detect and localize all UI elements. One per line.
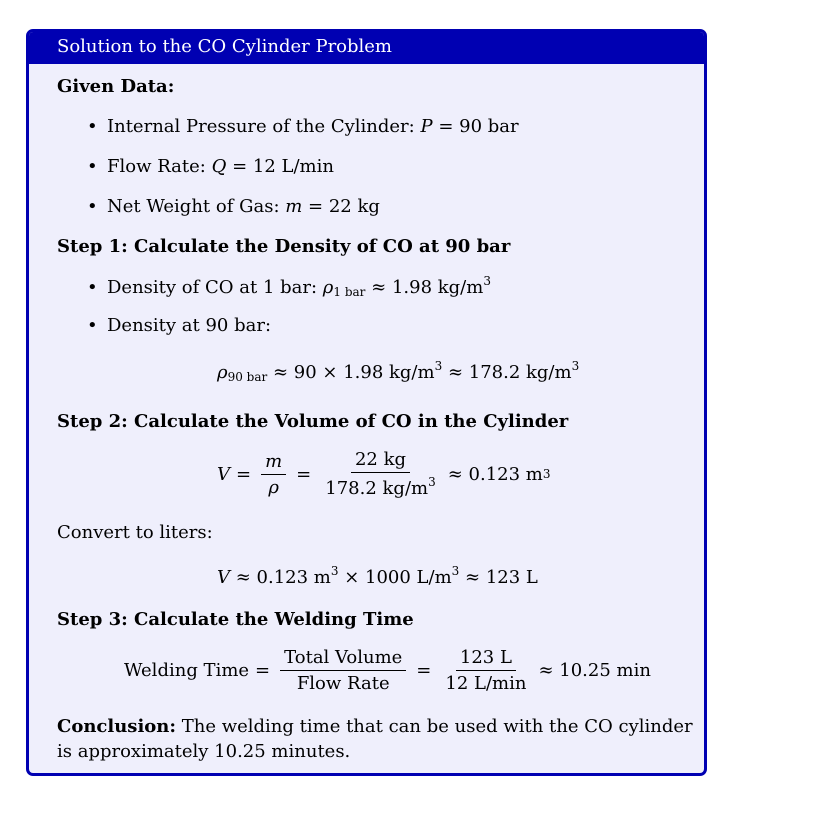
given-heading: Given Data:	[57, 76, 175, 97]
given-item-label: Internal Pressure of the Cylinder:	[107, 116, 415, 137]
step1-item2-label: Density at 90 bar:	[107, 315, 272, 336]
exponent: 3	[483, 274, 491, 288]
rho-symbol: ρ	[217, 362, 228, 383]
fraction-numerator: m	[261, 451, 286, 475]
fraction-numerator: 123 L	[456, 647, 516, 671]
exponent: 3	[451, 564, 460, 578]
step2-result: ≈ 0.123 m	[447, 463, 543, 485]
given-item-weight	[87, 196, 380, 217]
given-item-rel: =	[302, 196, 329, 217]
exponent: 3	[428, 475, 436, 489]
step1-eq-mid: ≈ 90 × 1.98 kg/m	[267, 362, 435, 383]
fraction-denominator: 178.2 kg/m	[325, 478, 429, 499]
rho-symbol: ρ	[322, 277, 334, 298]
convert-label: Convert to liters:	[57, 522, 213, 543]
rho-subscript: 1 bar	[333, 285, 366, 299]
fraction-denominator: 12 L/min	[445, 673, 527, 694]
bullet-icon: •	[87, 277, 98, 298]
conv-part-b: × 1000 L/m	[338, 567, 452, 588]
conclusion-line2: is approximately 10.25 minutes.	[57, 741, 351, 762]
volume-var: V	[217, 463, 230, 485]
step1-equation	[217, 359, 579, 384]
step3-heading: Step 3: Calculate the Welding Time	[57, 609, 414, 630]
exponent: 3	[330, 564, 339, 578]
step1-item1-label: Density of CO at 1 bar:	[107, 277, 318, 298]
step3-result: ≈ 10.25 min	[538, 660, 651, 681]
step1-item-density-1bar	[87, 274, 491, 299]
equals-sign: =	[255, 660, 271, 681]
given-item-flow	[87, 156, 334, 177]
step2-equation	[217, 449, 551, 499]
box-title: Solution to the CO Cylinder Problem	[29, 32, 704, 64]
fraction-numerator: 22 kg	[351, 449, 410, 473]
step1-item1-value: ≈ 1.98 kg/m	[365, 277, 484, 298]
step1-eq-end: ≈ 178.2 kg/m	[442, 362, 572, 383]
fraction-denominator: Flow Rate	[296, 673, 390, 694]
fraction-m-over-rho	[261, 451, 286, 498]
bullet-icon: •	[87, 116, 98, 137]
rho-subscript: 90 bar	[227, 370, 268, 384]
volume-var: V	[217, 567, 230, 588]
given-item-value: 22 kg	[328, 196, 380, 217]
conclusion-label: Conclusion:	[57, 716, 177, 737]
step2-heading: Step 2: Calculate the Volume of CO in the Cylinder	[57, 411, 569, 432]
given-item-pressure	[87, 116, 519, 137]
conclusion-line1	[57, 716, 693, 737]
equals-sign: =	[416, 660, 432, 681]
solution-box	[26, 29, 707, 776]
given-item-value: 12 L/min	[252, 156, 334, 177]
conv-part-a: ≈ 0.123 m	[230, 567, 331, 588]
equals-sign: =	[296, 463, 312, 485]
fraction-denominator: ρ	[268, 476, 279, 498]
fraction-numerator: Total Volume	[280, 647, 406, 671]
given-item-label: Net Weight of Gas:	[107, 196, 280, 217]
fraction-volume-over-rate	[280, 647, 406, 694]
bullet-icon: •	[87, 196, 98, 217]
conclusion-text: The welding time that can be used with the CO cylinder	[176, 716, 693, 737]
exponent: 3	[542, 467, 551, 481]
step1-heading: Step 1: Calculate the Density of CO at 90 bar	[57, 236, 511, 257]
bullet-icon: •	[87, 156, 98, 177]
given-item-var: P	[420, 116, 433, 137]
fraction-mass-over-density	[321, 449, 439, 499]
given-item-rel: =	[432, 116, 460, 137]
step3-equation	[124, 647, 651, 694]
given-item-value: 90 bar	[459, 116, 519, 137]
given-item-var: m	[285, 196, 303, 217]
exponent: 3	[434, 359, 443, 373]
welding-time-label: Welding Time	[124, 660, 250, 681]
convert-equation	[217, 564, 538, 588]
conv-part-c: ≈ 123 L	[459, 567, 538, 588]
given-item-var: Q	[211, 156, 227, 177]
fraction-denominator-wrap	[321, 473, 439, 499]
fraction-123-over-12	[441, 647, 530, 694]
equals-sign: =	[236, 463, 252, 485]
given-item-label: Flow Rate:	[107, 156, 206, 177]
step1-item-density-90bar	[87, 315, 271, 336]
bullet-icon: •	[87, 315, 98, 336]
given-item-rel: =	[226, 156, 253, 177]
exponent: 3	[571, 359, 580, 373]
